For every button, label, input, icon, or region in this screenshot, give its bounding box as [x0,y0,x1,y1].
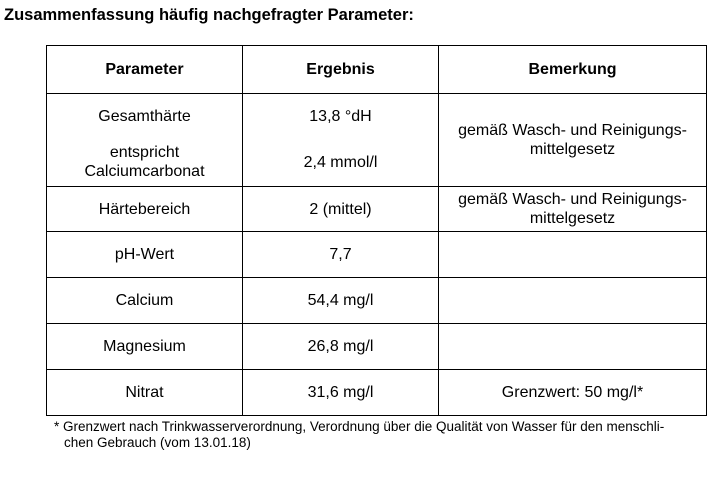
header-parameter: Parameter [47,46,243,94]
cell-note [439,324,707,370]
cell-note: Grenzwert: 50 mg/l* [439,370,707,416]
cell-result: 31,6 mg/l [243,370,439,416]
cell-note: gemäß Wasch- und Reinigungs- mittelgesetz [439,187,707,232]
footnote-line-1: * Grenzwert nach Trinkwasserverordnung, Verordnung über die Qualität von Wasser für den menschli- [54,419,665,434]
parameter-table-container [46,45,687,412]
cell-result: 2 (mittel) [243,187,439,232]
page-title: Zusammenfassung häufig nachgefragter Parameter: [4,6,414,24]
cell-result: 7,7 [243,232,439,278]
table-row [47,370,707,416]
header-note: Bemerkung [439,46,707,94]
cell-parameter: Calcium [47,278,243,324]
parameter-table [46,45,707,416]
table-row [47,278,707,324]
cell-parameter: Gesamthärte [47,94,243,139]
cell-parameter: Härtebereich [47,187,243,232]
table-row [47,232,707,278]
cell-result: 54,4 mg/l [243,278,439,324]
header-result: Ergebnis [243,46,439,94]
cell-result: 13,8 °dH [243,94,439,139]
cell-note [439,278,707,324]
table-header-row [47,46,707,94]
cell-note [439,232,707,278]
footnote [54,419,664,451]
table-row [47,187,707,232]
cell-note: gemäß Wasch- und Reinigungs- mittelgesetz [439,94,707,187]
footnote-line-2: chen Gebrauch (vom 13.01.18) [64,435,251,450]
cell-result: 2,4 mmol/l [243,138,439,187]
cell-parameter: entspricht Calciumcarbonat [47,138,243,187]
table-row [47,324,707,370]
table-row [47,94,707,139]
cell-parameter: pH-Wert [47,232,243,278]
cell-parameter: Magnesium [47,324,243,370]
cell-parameter: Nitrat [47,370,243,416]
cell-result: 26,8 mg/l [243,324,439,370]
